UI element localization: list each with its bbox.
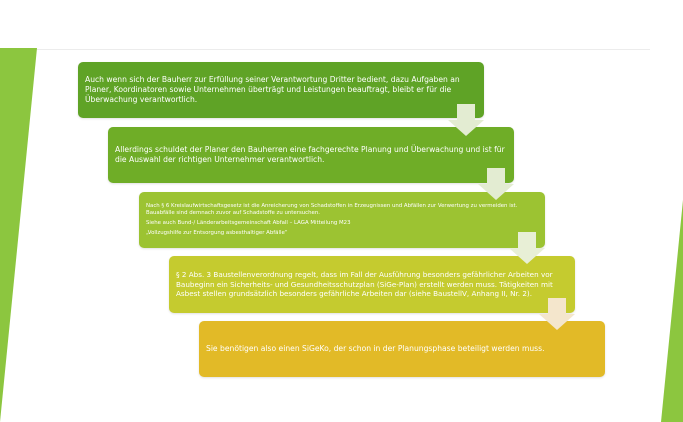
process-step-3 — [139, 192, 545, 248]
down-arrow-icon — [539, 298, 575, 330]
header-divider — [28, 49, 650, 50]
process-step-1 — [78, 62, 484, 118]
step-3-text: Nach § 6 Kreislaufwirtschaftsgesetz ist die Anreicherung von Schadstoffen in Erzeugnissen und Abfällen zur Verwertung zu vermeiden ist. Bauabfälle sind demnach zuvor auf Schadstoffe zu untersuchen. — [146, 203, 518, 216]
right-green-accent-shape — [623, 0, 683, 422]
down-arrow-icon — [509, 232, 545, 264]
step-3-reference: Siehe auch Bund-/ Länderarbeitsgemeinschaft Abfall – LAGA Mitteilung M23 — [146, 220, 351, 226]
process-step-4 — [169, 256, 575, 313]
step-4-text: § 2 Abs. 3 Baustellenverordnung regelt, dass im Fall der Ausführung besonders gefährlicher Arbeiten vor Baubeginn ein Sicherheits- und Gesundheitsschutzplan (SiGe-Plan) erstellt werden muss. Tätigkeiten mit Asbest stellen grundsätzlich besonders gefährliche Arbeiten dar (siehe BaustellV, Anhang II, Nr. 2). — [176, 270, 553, 299]
down-arrow-icon — [448, 104, 484, 136]
step-5-text: Sie benötigen also einen SiGeKo, der schon in der Planungsphase beteiligt werden muss. — [206, 344, 545, 353]
step-2-text: Allerdings schuldet der Planer den Bauherren eine fachgerechte Planung und Überwachung und ist für die Auswahl der richtigen Unternehmer verantwortlich. — [115, 145, 505, 164]
down-arrow-icon — [478, 168, 514, 200]
step-3-reference-title: „Vollzugshilfe zur Entsorgung asbesthaltiger Abfälle“ — [146, 230, 288, 236]
left-green-accent-shape — [0, 0, 60, 422]
step-1-text: Auch wenn sich der Bauherr zur Erfüllung seiner Verantwortung Dritter bedient, dazu Aufgaben an Planer, Koordinatoren sowie Unternehmen überträgt und Leistungen beauftragt, bleibt er für die Überwachung verantwortlich. — [85, 75, 460, 104]
